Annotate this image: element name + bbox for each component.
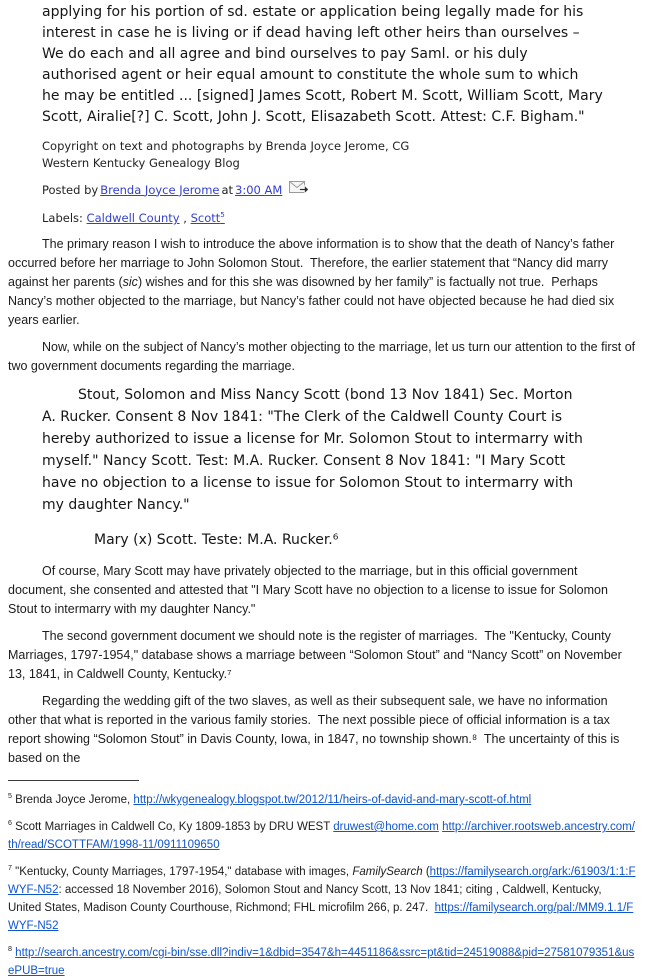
footnote-6-email-link[interactable]: druwest@home.com (333, 821, 439, 833)
quote-line: interest in case he is living or if dead having left other heirs than ourselves – (42, 25, 580, 41)
label-link-scott-text: Scott (190, 211, 221, 225)
paragraph-second-document: The second government document we should note is the register of marriages. The "Kentucky, County Marriages, 1797-1954," database shows a marriage between “Solomon Stout” and “Nancy Scott” on November 13, 1841, in Caldwell County, Kentucky.⁷ (8, 629, 626, 681)
quote-line: We do each and all agree and bind ourselves to pay Saml. or his duly (42, 46, 528, 62)
footnote-5 (8, 791, 638, 809)
footnote-8-ancestry-link[interactable]: http://search.ancestry.com/cgi-bin/sse.dll?indiv=1&dbid=3547&h=4451186&ssrc=pt&tid=24519088&pid=27581079351&usePUB=true (8, 947, 635, 977)
footnote-8 (8, 944, 638, 980)
attestation-line: Mary (x) Scott. Teste: M.A. Rucker.⁶ (94, 532, 339, 548)
labels-label: Labels: (42, 211, 87, 225)
footnote-6-url-link[interactable]: http://archiver.rootsweb.ancestry.com/th/read/SCOTTFAM/1998-11/0911109650 (8, 821, 635, 851)
footnote-ref-5: 5 (220, 210, 225, 220)
paragraph-wedding-gift: Regarding the wedding gift of the two slaves, as well as their subsequent sale, we have no information other that what is reported in the various family stories. The next possible piece of official information is a tax report showing “Solomon Stout” in Davis County, Iowa, in 1847, no township shown.⁸ The uncertainty of this is based on the (8, 694, 623, 765)
paragraph-of-course: Of course, Mary Scott may have privately objected to the marriage, but in this official government document, she consented and attested that "I Mary Scott have no objection to a license to issue for Solomon Stout to intermarry with my daughter Nancy." (8, 564, 612, 616)
footnote-marker: 6 (8, 819, 12, 828)
paragraph-text: ) wishes and for this she was disowned by her family” is factually not true. Perhaps Nancy’s mother objected to the marriage, but Nancy’s father could not have objected because he had died six years earlier. (8, 275, 618, 327)
label-link-scott[interactable] (191, 211, 225, 225)
quote-line: hereby authorized to issue a license for Mr. Solomon Stout to intermarry with (42, 431, 583, 447)
footnote-text: : accessed 18 November 2016), Solomon Stout and Nancy Scott, 13 Nov 1841; citing , Caldwell, Kentucky, United States, Madison County Courthouse, Richmond; FHL microfilm 266, p. 247. (8, 884, 605, 914)
quote-line: my daughter Nancy." (42, 497, 190, 513)
marriage-bond-quote (42, 384, 638, 516)
posted-by-label: Posted by (42, 182, 99, 197)
copyright-block (42, 138, 638, 172)
footnote-separator (8, 780, 139, 781)
sic-italic: sic (122, 275, 138, 289)
blog-name: Western Kentucky Genealogy Blog (42, 156, 240, 170)
footnote-6 (8, 818, 638, 854)
footnote-7-pal-link[interactable]: https://familysearch.org/pal:/MM9.1.1/FWYF-N52 (8, 902, 634, 932)
quote-line: myself." Nancy Scott. Test: M.A. Rucker. Consent 8 Nov 1841: "I Mary Scott (42, 453, 566, 469)
email-post-icon[interactable] (289, 181, 309, 198)
paragraph-text: The primary reason I wish to introduce the above information is to show that the death of Nancy’s father occurred before her marriage to John Solomon Stout. Therefore, the earlier statement that “Nancy did marry against her parents ( (8, 237, 618, 289)
footnote-marker: 7 (8, 864, 12, 873)
footnote-5-link[interactable]: http://wkygenealogy.blogspot.tw/2012/11/heirs-of-david-and-mary-scott-of.html (133, 794, 532, 806)
posted-at-label: at (221, 182, 234, 197)
labels-separator: , (183, 211, 191, 225)
quote-line: applying for his portion of sd. estate or application being legally made for his (42, 4, 584, 20)
label-link-caldwell-county[interactable]: Caldwell County (86, 211, 180, 225)
familysearch-italic: FamilySearch (352, 866, 423, 878)
quote-line: he may be entitled ... [signed] James Scott, Robert M. Scott, William Scott, Mary (42, 88, 603, 104)
paragraph-now-while: Now, while on the subject of Nancy’s mother objecting to the marriage, let us turn our attention to the first of two government documents regarding the marriage. (8, 340, 639, 373)
labels-line (42, 210, 638, 226)
quote-line: Scott, Airalie[?] C. Scott, John J. Scott, Elisazabeth Scott. Attest: C.F. Bigham." (42, 109, 585, 125)
footnote-text: Scott Marriages in Caldwell Co, Ky 1809-1853 by DRU WEST (11, 821, 334, 833)
paragraph-primary-reason (8, 235, 638, 330)
footnote-7-ark-link[interactable]: https://familysearch.org/ark:/61903/1:1:FWYF-N52 (8, 866, 636, 896)
footnote-text: Brenda Joyce Jerome, (11, 794, 134, 806)
quote-line: authorised agent or heir equal amount to constitute the whole sum to which (42, 67, 579, 83)
quote-line: Stout, Solomon and Miss Nancy Scott (bond 13 Nov 1841) Sec. Morton (78, 387, 573, 403)
footnote-marker: 5 (8, 792, 12, 801)
posted-by-line (42, 181, 638, 198)
quote-line: A. Rucker. Consent 8 Nov 1841: "The Clerk of the Caldwell County Court is (42, 409, 563, 425)
estate-record-quote (42, 2, 638, 128)
footnote-text: ( (422, 866, 430, 878)
copyright-notice: Copyright on text and photographs by Brenda Joyce Jerome, CG (42, 139, 410, 153)
footnote-7 (8, 863, 638, 935)
footnote-marker: 8 (8, 945, 12, 954)
footnote-text: "Kentucky, County Marriages, 1797-1954," database with images, (11, 866, 353, 878)
quote-line: have no objection to a license to issue for Solomon Stout to intermarry with (42, 475, 574, 491)
author-link[interactable]: Brenda Joyce Jerome (100, 182, 220, 197)
timestamp-link[interactable]: 3:00 AM (235, 182, 283, 197)
